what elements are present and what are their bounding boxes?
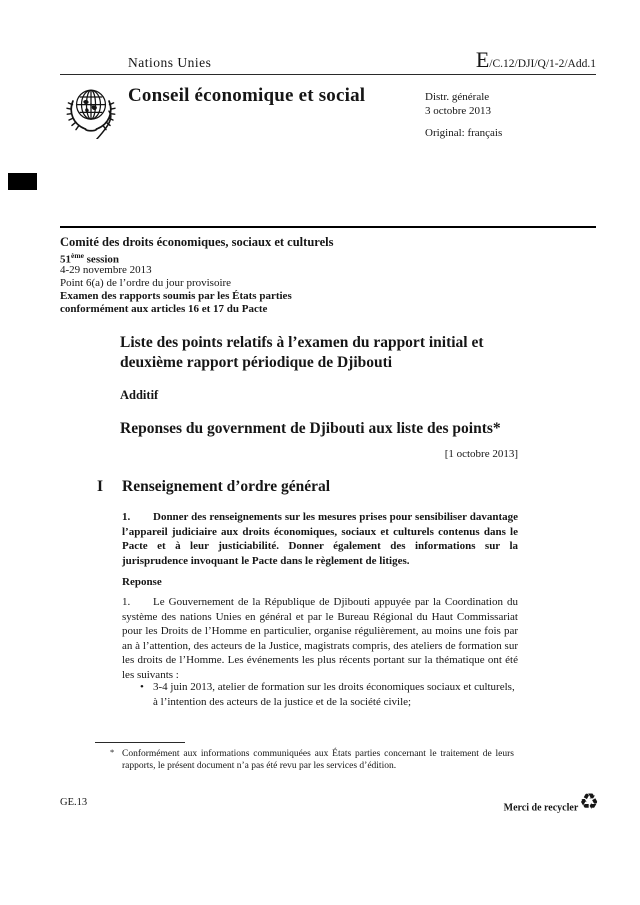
response-label: Reponse	[122, 576, 162, 588]
doc-symbol	[476, 47, 596, 73]
main-title: Liste des points relatifs à l’examen du rapport initial et deuxième rapport périodique de Djibouti	[120, 334, 484, 371]
org-name: Nations Unies	[128, 55, 212, 70]
section-number: I	[97, 478, 104, 495]
session-word: session	[83, 253, 120, 266]
recycle-note	[503, 790, 599, 817]
bullet-item-text: 3-4 juin 2013, atelier de formation sur les droits économiques sociaux et culturels, à l’intention des acteurs de la justice et de la société civile;	[153, 681, 515, 708]
distribution-date: 3 octobre 2013	[425, 104, 491, 117]
footnote-text: Conformément aux informations communiquées aux États parties concernant le traitement de leurs rapports, le présent document n’a pas été revu par les services d’édition.	[122, 749, 514, 772]
doc-symbol-suffix: /C.12/DJI/Q/1-2/Add.1	[489, 58, 596, 70]
received-date: [1 octobre 2013]	[444, 448, 518, 460]
recycle-icon: ♻	[579, 790, 599, 815]
question-paragraph	[122, 510, 518, 568]
original-language: Original: français	[425, 127, 503, 139]
bullet-item	[140, 680, 518, 709]
header-rule-thick	[60, 226, 596, 228]
footer-doc-code: GE.13	[60, 797, 88, 808]
bullet-icon: •	[140, 681, 144, 693]
session-ordinal: ème	[71, 251, 84, 260]
recycle-text: Merci de recycler	[503, 802, 579, 814]
footnote	[110, 747, 514, 773]
header-rule-thin	[60, 74, 596, 75]
council-title: Conseil économique et social	[128, 85, 366, 106]
response-number: 1.	[122, 596, 131, 608]
footnote-rule	[95, 742, 185, 743]
distribution-type: Distr. générale	[425, 91, 490, 103]
additif-label: Additif	[120, 388, 159, 402]
agenda-title-line1: Examen des rapports soumis par les États parties	[60, 290, 292, 302]
response-paragraph	[122, 595, 518, 683]
footnote-marker: *	[110, 747, 115, 757]
session-number: 51	[60, 253, 71, 266]
agenda-title-line2: conformément aux articles 16 et 17 du Pacte	[60, 303, 268, 315]
un-emblem-icon	[62, 83, 120, 144]
question-text: Donner des renseignements sur les mesures prises pour sensibiliser davantage l’appareil judiciaire aux droits économiques, sociaux et culturels contenus dans le Pacte et à leur justiciabilité. Donner également des informations sur la jurisprudence invoquant le Pacte dans le règlement de litiges.	[122, 511, 518, 567]
subtitle: Reponses du government de Djibouti aux liste des points*	[120, 420, 501, 437]
bullet-list	[140, 680, 518, 709]
session-dates: 4-29 novembre 2013	[60, 264, 152, 276]
section-heading	[97, 478, 330, 496]
question-number: 1.	[122, 511, 131, 523]
committee-name: Comité des droits économiques, sociaux et culturels	[60, 235, 334, 249]
agenda-item: Point 6(a) de l’ordre du jour provisoire	[60, 277, 232, 289]
section-heading-text: Renseignement d’ordre général	[122, 478, 331, 495]
response-text: Le Gouvernement de la République de Djibouti appuyée par la Coordination du système des nations Unies en général et par le Bureau Régional du Haut Commissariat pour les Droits de l’Homme en particulier, organise régulièrement, au moins une fois par an à l’attention, des acteurs de la Justice, magistrats compris, des ateliers de formation sur les droits de l’Homme. Les événements les plus récents portant sur la thématique ont été les suivants :	[122, 596, 518, 681]
print-registration-mark	[8, 173, 37, 190]
distribution-block	[425, 91, 491, 118]
doc-symbol-prefix: E	[475, 47, 490, 72]
